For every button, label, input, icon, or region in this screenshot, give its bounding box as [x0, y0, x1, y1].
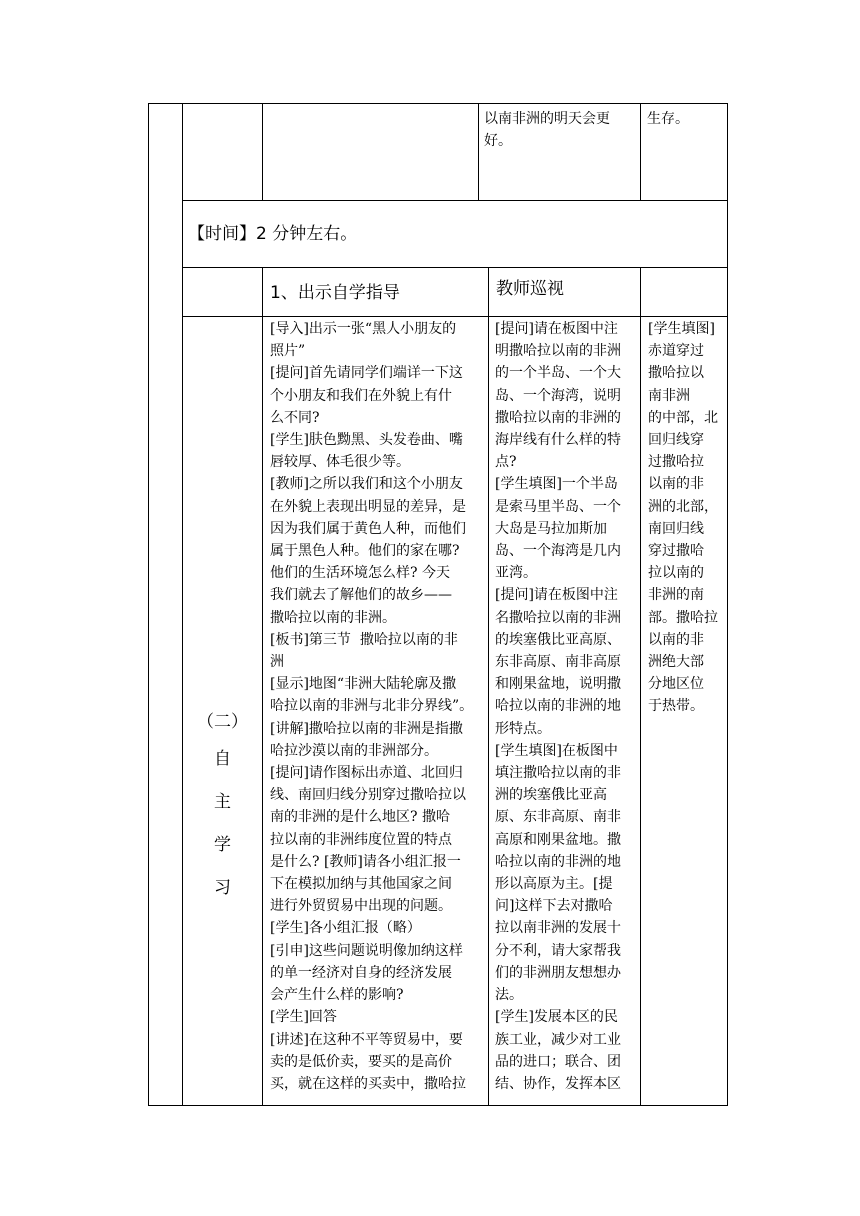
text-line: 品的进口；联合、团	[495, 1053, 621, 1070]
text-line: 哈拉沙漠以南的非洲部分。	[270, 742, 438, 759]
text-line: 填注撒哈拉以南的非	[495, 765, 621, 782]
text-line: 海岸线有什么样的特	[495, 432, 621, 449]
text-line: 卖的是低价卖，要买的是高价	[270, 1053, 452, 1070]
text-line: 回归线穿	[648, 432, 704, 449]
column-divider-4	[640, 103, 641, 200]
text-line: [提问]请作图标出赤道、北回归	[270, 765, 463, 782]
text-line: [讲解]撒哈拉以南的非洲是指撒	[270, 720, 463, 737]
text-line: 线、南回归线分别穿过撒哈拉以	[270, 787, 466, 804]
row-divider-1	[182, 200, 728, 201]
table-border-right	[727, 103, 728, 1106]
row-divider-2	[182, 267, 728, 268]
text-line: 和刚果盆地，说明撒	[495, 676, 621, 693]
text-line: 岛、一个海湾，说明	[495, 387, 621, 404]
text-line: 会产生什么样的影响?	[270, 987, 404, 1004]
text-line: 哈拉以南的非洲的地	[495, 853, 621, 870]
text-line: 东非高原、南非高原	[495, 654, 621, 671]
text-line: 照片”	[270, 343, 306, 360]
text-line: [学生]各小组汇报（略）	[270, 920, 421, 937]
header-col4-label: 教师巡视	[496, 279, 564, 299]
text-line: 撒哈拉以南的非洲的	[495, 409, 621, 426]
text-line: 的一个半岛、一个大	[495, 365, 621, 382]
column-divider-4b	[640, 267, 641, 1106]
section-label-char: 主	[214, 792, 231, 812]
guide-column	[270, 318, 486, 1095]
text-line: 非洲的南	[648, 587, 704, 604]
header-col3-label: 1、出示自学指导	[270, 283, 400, 303]
text-line: 在外貌上表现出明显的差异，是	[270, 498, 466, 515]
text-line: 于热带。	[648, 698, 704, 715]
text-line: 南的非洲的是什么地区? 撒哈	[270, 809, 450, 826]
notes-column	[648, 318, 726, 718]
text-line: [学生填图]一个半岛	[495, 476, 618, 493]
text-line: 亚湾。	[495, 565, 537, 582]
text-line: 族工业，减少对工业	[495, 1031, 621, 1048]
text-line: [板书]第三节 撒哈拉以南的非	[270, 631, 458, 648]
text-line: 个小朋友和我们在外貌上有什	[270, 387, 452, 404]
column-divider-3-top	[478, 103, 479, 200]
text-line: 么不同?	[270, 409, 320, 426]
text-line: 买，就在这样的买卖中，撒哈拉	[270, 1075, 466, 1092]
text-line: 进行外贸贸易中出现的问题。	[270, 898, 452, 915]
text-line: 问]这样下去对撒哈	[495, 898, 613, 915]
top-row-col4-text: 以南非洲的明天会更好。	[484, 111, 610, 150]
text-line: 原、东非高原、南非	[495, 809, 621, 826]
text-line: 分地区位	[648, 676, 704, 693]
table-border-bottom	[148, 1105, 728, 1106]
text-line: 唇较厚、体毛很少等。	[270, 454, 410, 471]
text-line: [显示]地图“非洲大陆轮廓及撒	[270, 676, 457, 693]
text-line: 们的非洲朋友想想办	[495, 964, 621, 981]
text-line: 结、协作，发挥本区	[495, 1075, 621, 1092]
text-line: [教师]之所以我们和这个小朋友	[270, 476, 463, 493]
text-line: 是什么? [教师]请各小组汇报一	[270, 853, 461, 870]
text-line: 部。撒哈拉	[648, 609, 718, 626]
top-row-col4-cell	[484, 108, 634, 152]
top-row-col5-cell	[647, 108, 723, 130]
text-line: 拉以南非洲的发展十	[495, 920, 621, 937]
text-line: 洲	[270, 654, 284, 671]
top-row-col5-text: 生存。	[647, 111, 689, 127]
text-line: 法。	[495, 987, 523, 1004]
teacher-column	[495, 318, 638, 1095]
text-line: 哈拉以南的非洲的地	[495, 698, 621, 715]
text-line: 形以高原为主。[提	[495, 876, 613, 893]
text-line: 的埃塞俄比亚高原、	[495, 631, 621, 648]
text-line: 过撒哈拉	[648, 454, 704, 471]
text-line: 穿过撒哈	[648, 543, 704, 560]
text-line: [学生填图]	[648, 321, 715, 337]
text-line: [学生]回答	[270, 1009, 337, 1026]
header-col4-cell	[496, 277, 636, 301]
text-line: 形特点。	[495, 720, 551, 737]
text-line: 撒哈拉以南的非洲。	[270, 609, 396, 626]
text-line: 是索马里半岛、一个	[495, 498, 621, 515]
table-border-left	[148, 103, 149, 1106]
text-line: [提问]请在板图中注	[495, 321, 618, 337]
text-line: 高原和刚果盆地。撒	[495, 831, 621, 848]
text-line: 洲的埃塞俄比亚高	[495, 787, 607, 804]
text-line: 属于黑色人种。他们的家在哪?	[270, 543, 460, 560]
column-divider-2	[262, 103, 263, 200]
text-line: 洲的北部，	[648, 498, 718, 515]
text-line: 我们就去了解他们的故乡——	[270, 587, 452, 604]
text-line: 南非洲	[648, 387, 690, 404]
text-line: [提问]首先请同学们端详一下这	[270, 365, 463, 382]
text-line: 撒哈拉以	[648, 365, 704, 382]
text-line: 以南的非	[648, 476, 704, 493]
text-line: 名撒哈拉以南的非洲	[495, 609, 621, 626]
column-divider-1	[182, 103, 183, 1106]
column-divider-2b	[262, 267, 263, 1106]
text-line: 的中部，北	[648, 409, 718, 426]
section-label	[183, 707, 262, 898]
text-line: 他们的生活环境怎么样? 今天	[270, 565, 450, 582]
section-label-char: 习	[214, 878, 231, 898]
text-line: [学生填图]在板图中	[495, 742, 618, 759]
text-line: 分不利，请大家帮我	[495, 942, 621, 959]
text-line: 以南的非	[648, 631, 704, 648]
text-line: 点?	[495, 454, 517, 471]
text-line: [引申]这些问题说明像加纳这样	[270, 942, 463, 959]
header-col3-cell	[270, 281, 484, 305]
text-line: 拉以南的非洲纬度位置的特点	[270, 831, 452, 848]
time-row-text: 【时间】2 分钟左右。	[188, 224, 358, 244]
text-line: [学生]发展本区的民	[495, 1009, 618, 1026]
text-line: 大岛是马拉加斯加	[495, 520, 607, 537]
section-label-char: 自	[214, 749, 231, 769]
text-line: 岛、一个海湾是几内	[495, 543, 621, 560]
text-line: [学生]肤色黝黑、头发卷曲、嘴	[270, 432, 463, 449]
text-line: 哈拉以南的非洲与北非分界线”。	[270, 698, 474, 715]
text-line: 赤道穿过	[648, 343, 704, 360]
text-line: 明撒哈拉以南的非洲	[495, 343, 621, 360]
text-line: [导入]出示一张“黑人小朋友的	[270, 321, 457, 337]
text-line: 下在模拟加纳与其他国家之间	[270, 876, 452, 893]
text-line: [提问]请在板图中注	[495, 587, 618, 604]
text-line: 的单一经济对自身的经济发展	[270, 964, 452, 981]
text-line: 因为我们属于黄色人种，而他们	[270, 520, 466, 537]
text-line: [讲述]在这种不平等贸易中，要	[270, 1031, 463, 1048]
column-divider-3	[488, 267, 489, 1106]
table-border-top	[148, 103, 728, 104]
section-label-number: （二）	[197, 712, 248, 732]
section-label-char: 学	[214, 835, 231, 855]
time-row-cell	[188, 222, 718, 246]
row-divider-3	[182, 316, 728, 317]
text-line: 洲绝大部	[648, 654, 704, 671]
text-line: 拉以南的	[648, 565, 704, 582]
text-line: 南回归线	[648, 520, 704, 537]
